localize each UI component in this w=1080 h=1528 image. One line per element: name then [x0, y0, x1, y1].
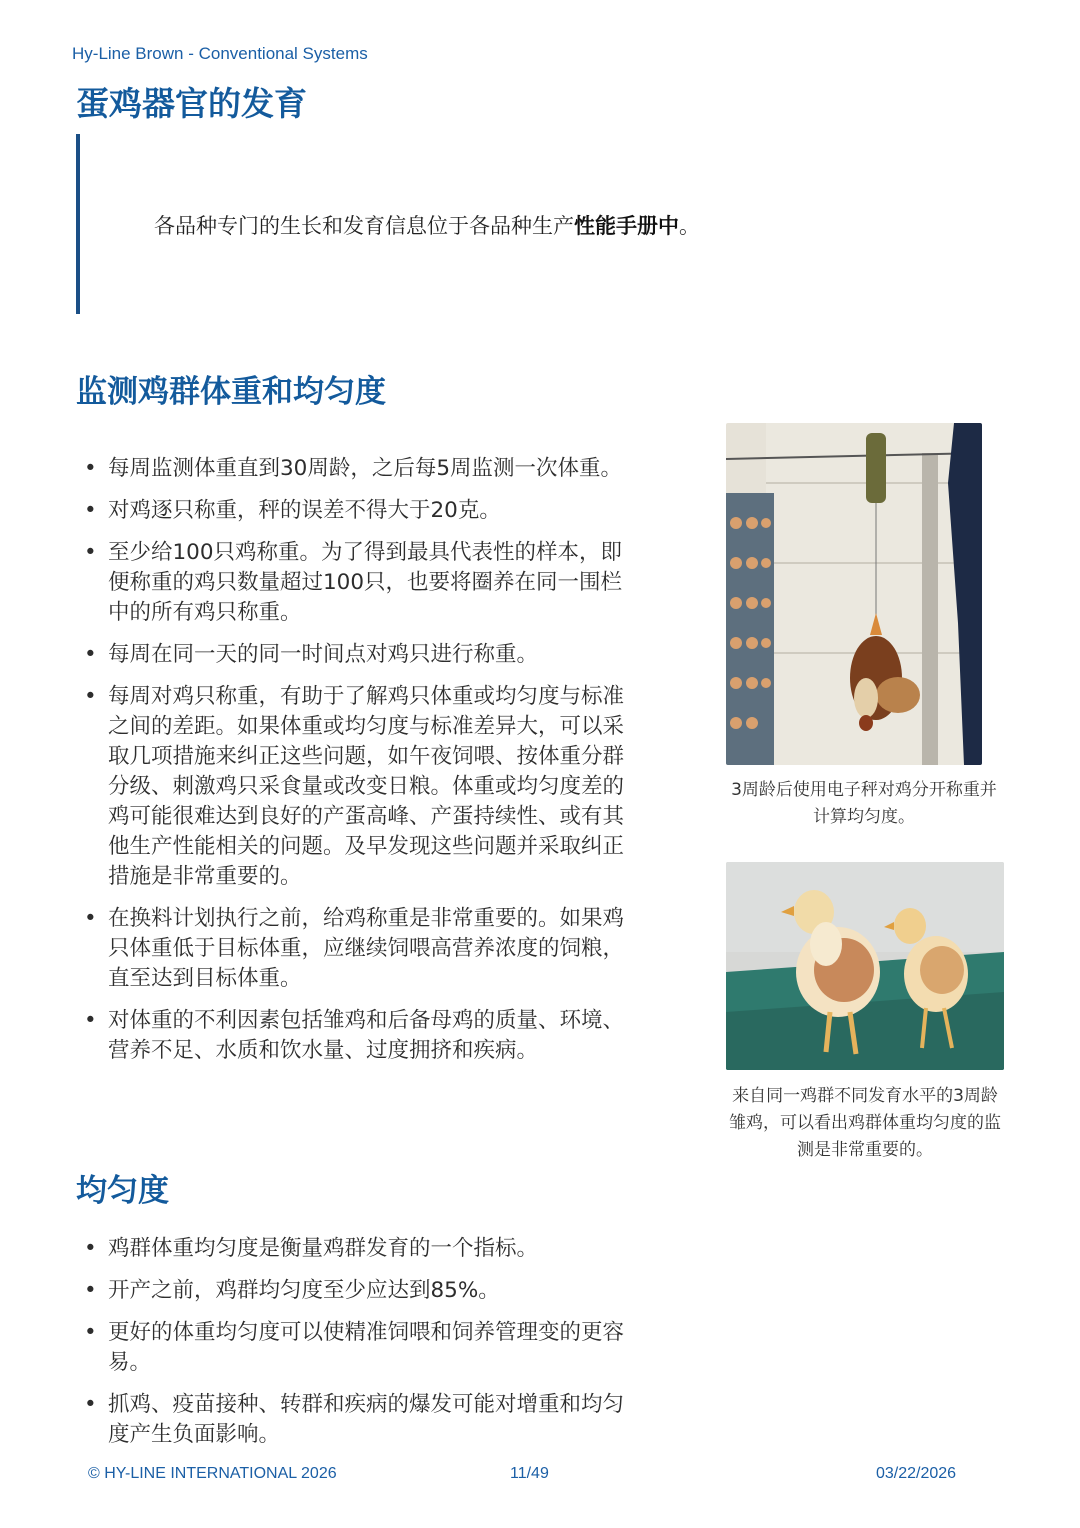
uniformity-bullet-list: [78, 1234, 638, 1462]
footer-page-number: 11/49: [510, 1465, 549, 1482]
list-item: • 更好的体重均匀度可以使精准饲喂和饲养管理变的更容易。: [78, 1318, 638, 1378]
footer-copyright: © HY-LINE INTERNATIONAL 2026: [88, 1465, 337, 1482]
photo-caption-chicks: 来自同一鸡群不同发育水平的3周龄雏鸡，可以看出鸡群体重均匀度的监测是非常重要的。: [729, 1086, 1001, 1160]
list-item: • 抓鸡、疫苗接种、转群和疾病的爆发可能对增重和均匀度产生负面影响。: [78, 1390, 638, 1450]
section-title-uniformity: 均匀度: [76, 1173, 169, 1209]
section-title-monitoring: 监测鸡群体重和均匀度: [76, 374, 386, 410]
list-item: • 至少给100只鸡称重。为了得到最具代表性的样本，即便称重的鸡只数量超过100只，也要将圈养在同一围栏中的所有鸡只称重。: [78, 538, 638, 628]
list-item: • 每周对鸡只称重，有助于了解鸡只体重或均匀度与标准之间的差距。如果体重或均匀度与标准差异大，可以采取几项措施来纠正这些问题，如午夜饲喂、按体重分群分级、刺激鸡只采食量或改变日粮。体重或均匀度差的鸡可能很难达到良好的产蛋高峰、产蛋持续性、或有其他生产性能相关的问题。及早发现这些问题并采取纠正措施是非常重要的。: [78, 682, 638, 892]
list-item: • 在换料计划执行之前，给鸡称重是非常重要的。如果鸡只体重低于目标体重，应继续饲喂高营养浓度的饲粮，直至达到目标体重。: [78, 904, 638, 994]
callout-text-suffix: 。: [679, 214, 700, 238]
list-item: • 鸡群体重均匀度是衡量鸡群发育的一个指标。: [78, 1234, 638, 1264]
list-item: • 开产之前，鸡群均匀度至少应达到85%。: [78, 1276, 638, 1306]
footer-date: 03/22/2026: [876, 1465, 957, 1482]
photo-two-chicks: [726, 862, 1004, 1070]
list-item: • 对体重的不利因素包括雏鸡和后备母鸡的质量、环境、营养不足、水质和饮水量、过度拥挤和疾病。: [78, 1006, 638, 1066]
monitoring-bullet-list: [78, 454, 638, 1078]
callout-text: [154, 210, 700, 240]
callout-text-prefix: 各品种专门的生长和发育信息位于各品种生产: [154, 214, 574, 238]
photo-chicken-on-scale: [726, 423, 982, 765]
photo-caption-scale: 3周龄后使用电子秤对鸡分开称重并计算均匀度。: [731, 780, 997, 827]
page-title: 蛋鸡器官的发育: [76, 84, 307, 123]
list-item: • 对鸡逐只称重，秤的误差不得大于20克。: [78, 496, 638, 526]
list-item: • 每周监测体重直到30周龄，之后每5周监测一次体重。: [78, 454, 638, 484]
list-item: • 每周在同一天的同一时间点对鸡只进行称重。: [78, 640, 638, 670]
callout-box: [76, 134, 780, 314]
callout-text-bold: 性能手册中: [574, 214, 679, 238]
document-header-label: Hy-Line Brown - Conventional Systems: [72, 44, 368, 63]
